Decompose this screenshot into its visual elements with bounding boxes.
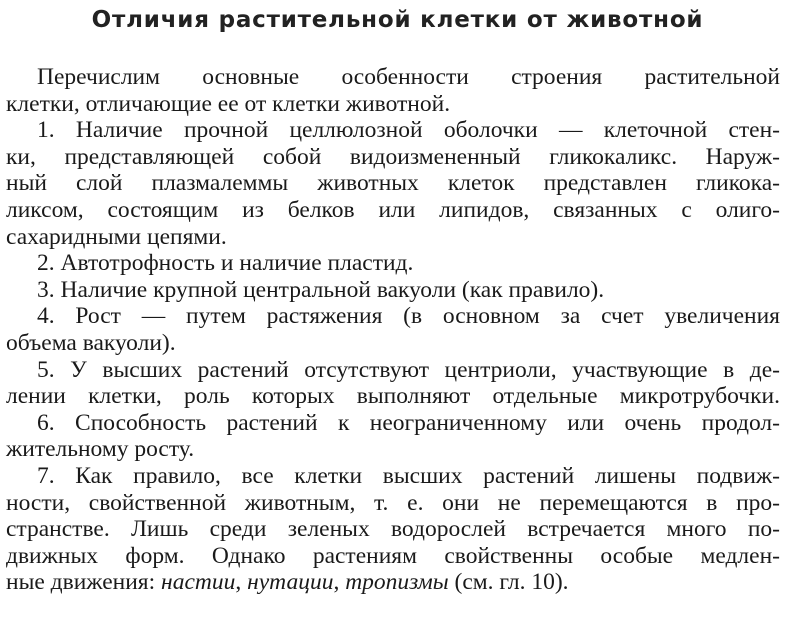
text-line: объема вакуоли).	[6, 329, 176, 356]
paragraph-item-3	[0, 277, 795, 304]
paragraph-item-2	[0, 250, 795, 277]
text-span: (см. гл. 10).	[448, 569, 569, 596]
text-line: лении клетки, роль которых выполняют отдельные микротрубочки.	[6, 383, 780, 410]
paragraph-intro	[0, 64, 795, 117]
paragraph-item-1	[0, 117, 795, 250]
text-line: движных форм. Однако растениям свойственны особые медлен-	[6, 542, 780, 569]
italic-term-tropizmy: тропизмы	[345, 569, 449, 596]
text-line: 6. Способность растений к неограниченному или очень продол-	[37, 409, 780, 436]
text-line: ликсом, состоящим из белков или липидов, связанных с олиго-	[6, 196, 780, 223]
text-line	[6, 569, 795, 596]
text-line: Перечислим основные особенности строения растительной	[37, 64, 780, 90]
text-line: 2. Автотрофность и наличие пластид.	[37, 250, 414, 277]
text-line: 7. Как правило, все клетки высших растений лишены подвиж-	[37, 462, 780, 489]
italic-term-nastii: настии	[161, 569, 236, 596]
text-line: 1. Наличие прочной целлюлозной оболочки — клеточной стен-	[37, 117, 780, 144]
paragraph-item-4	[0, 303, 795, 356]
text-span: ,	[235, 569, 248, 596]
text-line: странстве. Лишь среди зеленых водорослей встречается много по-	[6, 516, 780, 543]
text-span: ные движения:	[6, 569, 162, 596]
paragraph-item-6	[0, 410, 795, 463]
text-line: ный слой плазмалеммы животных клеток представлен гликока-	[6, 170, 780, 197]
document-body	[0, 64, 795, 596]
text-line: 4. Рост — путем растяжения (в основном за счет увеличения	[37, 303, 780, 330]
text-line: клетки, отличающие ее от клетки животной.	[6, 90, 451, 117]
text-line: жительному росту.	[6, 436, 195, 463]
text-line: 5. У высших растений отсутствуют центриоли, участвующие в де-	[37, 356, 780, 383]
paragraph-item-5	[0, 357, 795, 410]
page-title: Отличия растительной клетки от животной	[91, 7, 704, 33]
paragraph-item-7	[0, 463, 795, 596]
text-line: ки, представляющей собой видоизмененный гликокаликс. Наруж-	[6, 143, 780, 170]
text-span: ,	[333, 569, 346, 596]
italic-term-nutatsii: нутации	[247, 569, 334, 596]
text-line: сахаридными цепями.	[6, 223, 227, 250]
text-line: 3. Наличие крупной центральной вакуоли (как правило).	[37, 276, 605, 303]
text-line: ности, свойственной животным, т. е. они не перемещаются в про-	[6, 489, 780, 516]
